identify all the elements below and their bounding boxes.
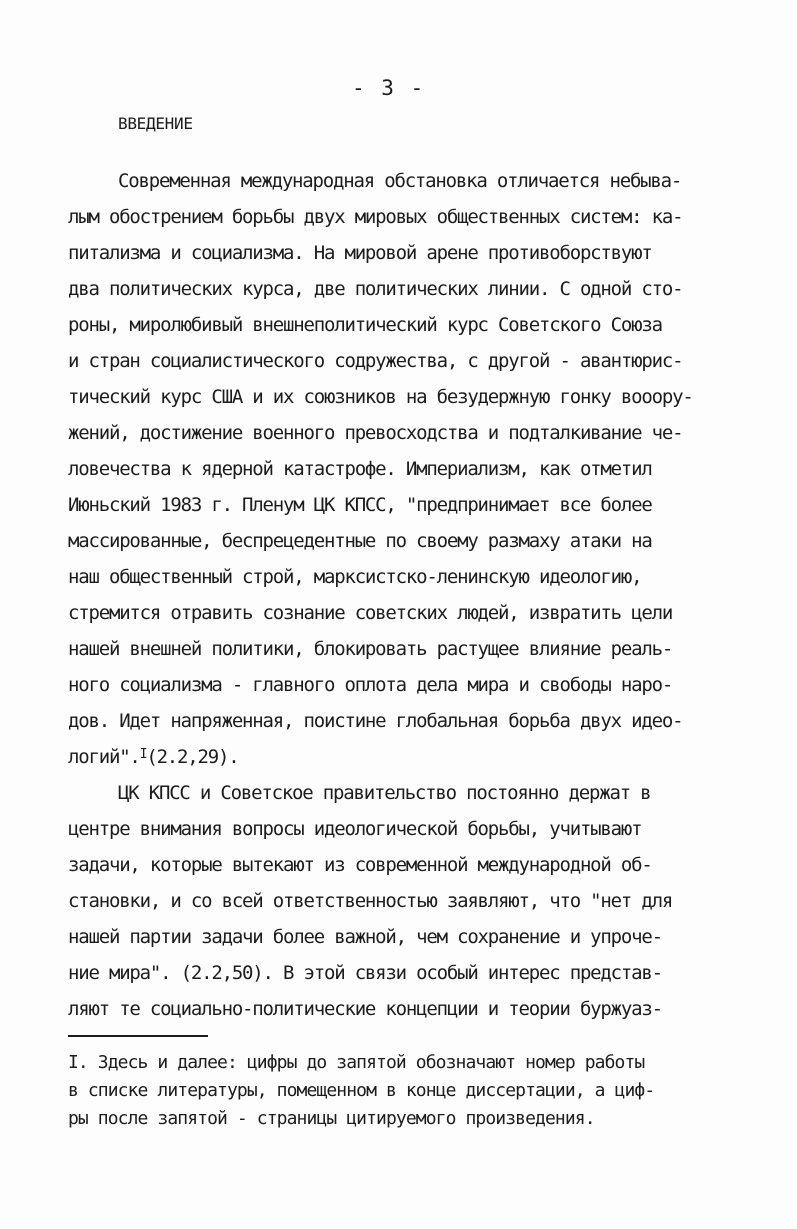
footnote-reference: I <box>139 747 147 762</box>
body-line-with-footnote <box>68 746 238 768</box>
body-line: питализма и социализма. На мировой арене противоборствуют <box>68 242 652 264</box>
body-line: ляют те социально-политические концепции и теории буржуаз- <box>68 998 662 1020</box>
body-line: задачи, которые вытекают из современной международной об- <box>68 854 652 876</box>
body-line: массированные, беспрецедентные по своему размаху атаки на <box>68 530 652 552</box>
body-line: стремится отравить сознание советских людей, извратить цели <box>68 602 673 624</box>
body-line: тический курс США и их союзников на безудержную гонку вооору- <box>68 386 693 408</box>
body-line: становки, и со всей ответственностью заявляют, что "нет для <box>68 890 673 912</box>
body-line: дов. Идет напряженная, поистине глобальная борьба двух идео- <box>68 710 683 732</box>
section-heading: ВВЕДЕНИЕ <box>118 114 193 133</box>
body-line: нашей внешней политики, блокировать растущее влияние реаль- <box>68 638 673 660</box>
footnote-divider <box>68 1035 208 1037</box>
body-line: жений, достижение военного превосходства и подталкивание че- <box>68 422 683 444</box>
body-line: Современная международная обстановка отличается небыва- <box>118 170 682 192</box>
page-number: - 3 - <box>352 76 426 100</box>
body-line: и стран социалистического содружества, с другой - авантюрис- <box>68 350 683 372</box>
body-line: ЦК КПСС и Советское правительство постоянно держат в <box>118 782 651 804</box>
body-line: ного социализма - главного оплота дела мира и свободы наро- <box>68 674 673 696</box>
body-line: наш общественный строй, марксистско-ленинскую идеологию, <box>68 566 642 588</box>
body-line: два политических курса, две политических линии. С одной сто- <box>68 278 683 300</box>
body-line: нашей партии задачи более важной, чем сохранение и упроче- <box>68 926 662 948</box>
citation: (2.2,29). <box>146 746 239 768</box>
body-line: лым обострением борьбы двух мировых общественных систем: ка- <box>68 206 683 228</box>
body-line: логий". <box>68 746 140 768</box>
footnote-line: в списке литературы, помещенном в конце диссертации, а циф- <box>68 1080 655 1101</box>
body-line: центре внимания вопросы идеологической борьбы, учитывают <box>68 818 642 840</box>
body-line: Июньский 1983 г. Пленум ЦК КПСС, "предпринимает все более <box>68 494 652 516</box>
body-line: роны, миролюбивый внешнеполитический курс Советского Союза <box>68 314 662 336</box>
body-line: ловечества к ядерной катастрофе. Империализм, как отметил <box>68 458 652 480</box>
body-line: ние мира". (2.2,50). В этой связи особый интерес представ- <box>68 962 662 984</box>
footnote-line: ры после запятой - страницы цитируемого произведения. <box>68 1108 595 1129</box>
footnote-line: I. Здесь и далее: цифры до запятой обозначают номер работы <box>68 1052 645 1073</box>
